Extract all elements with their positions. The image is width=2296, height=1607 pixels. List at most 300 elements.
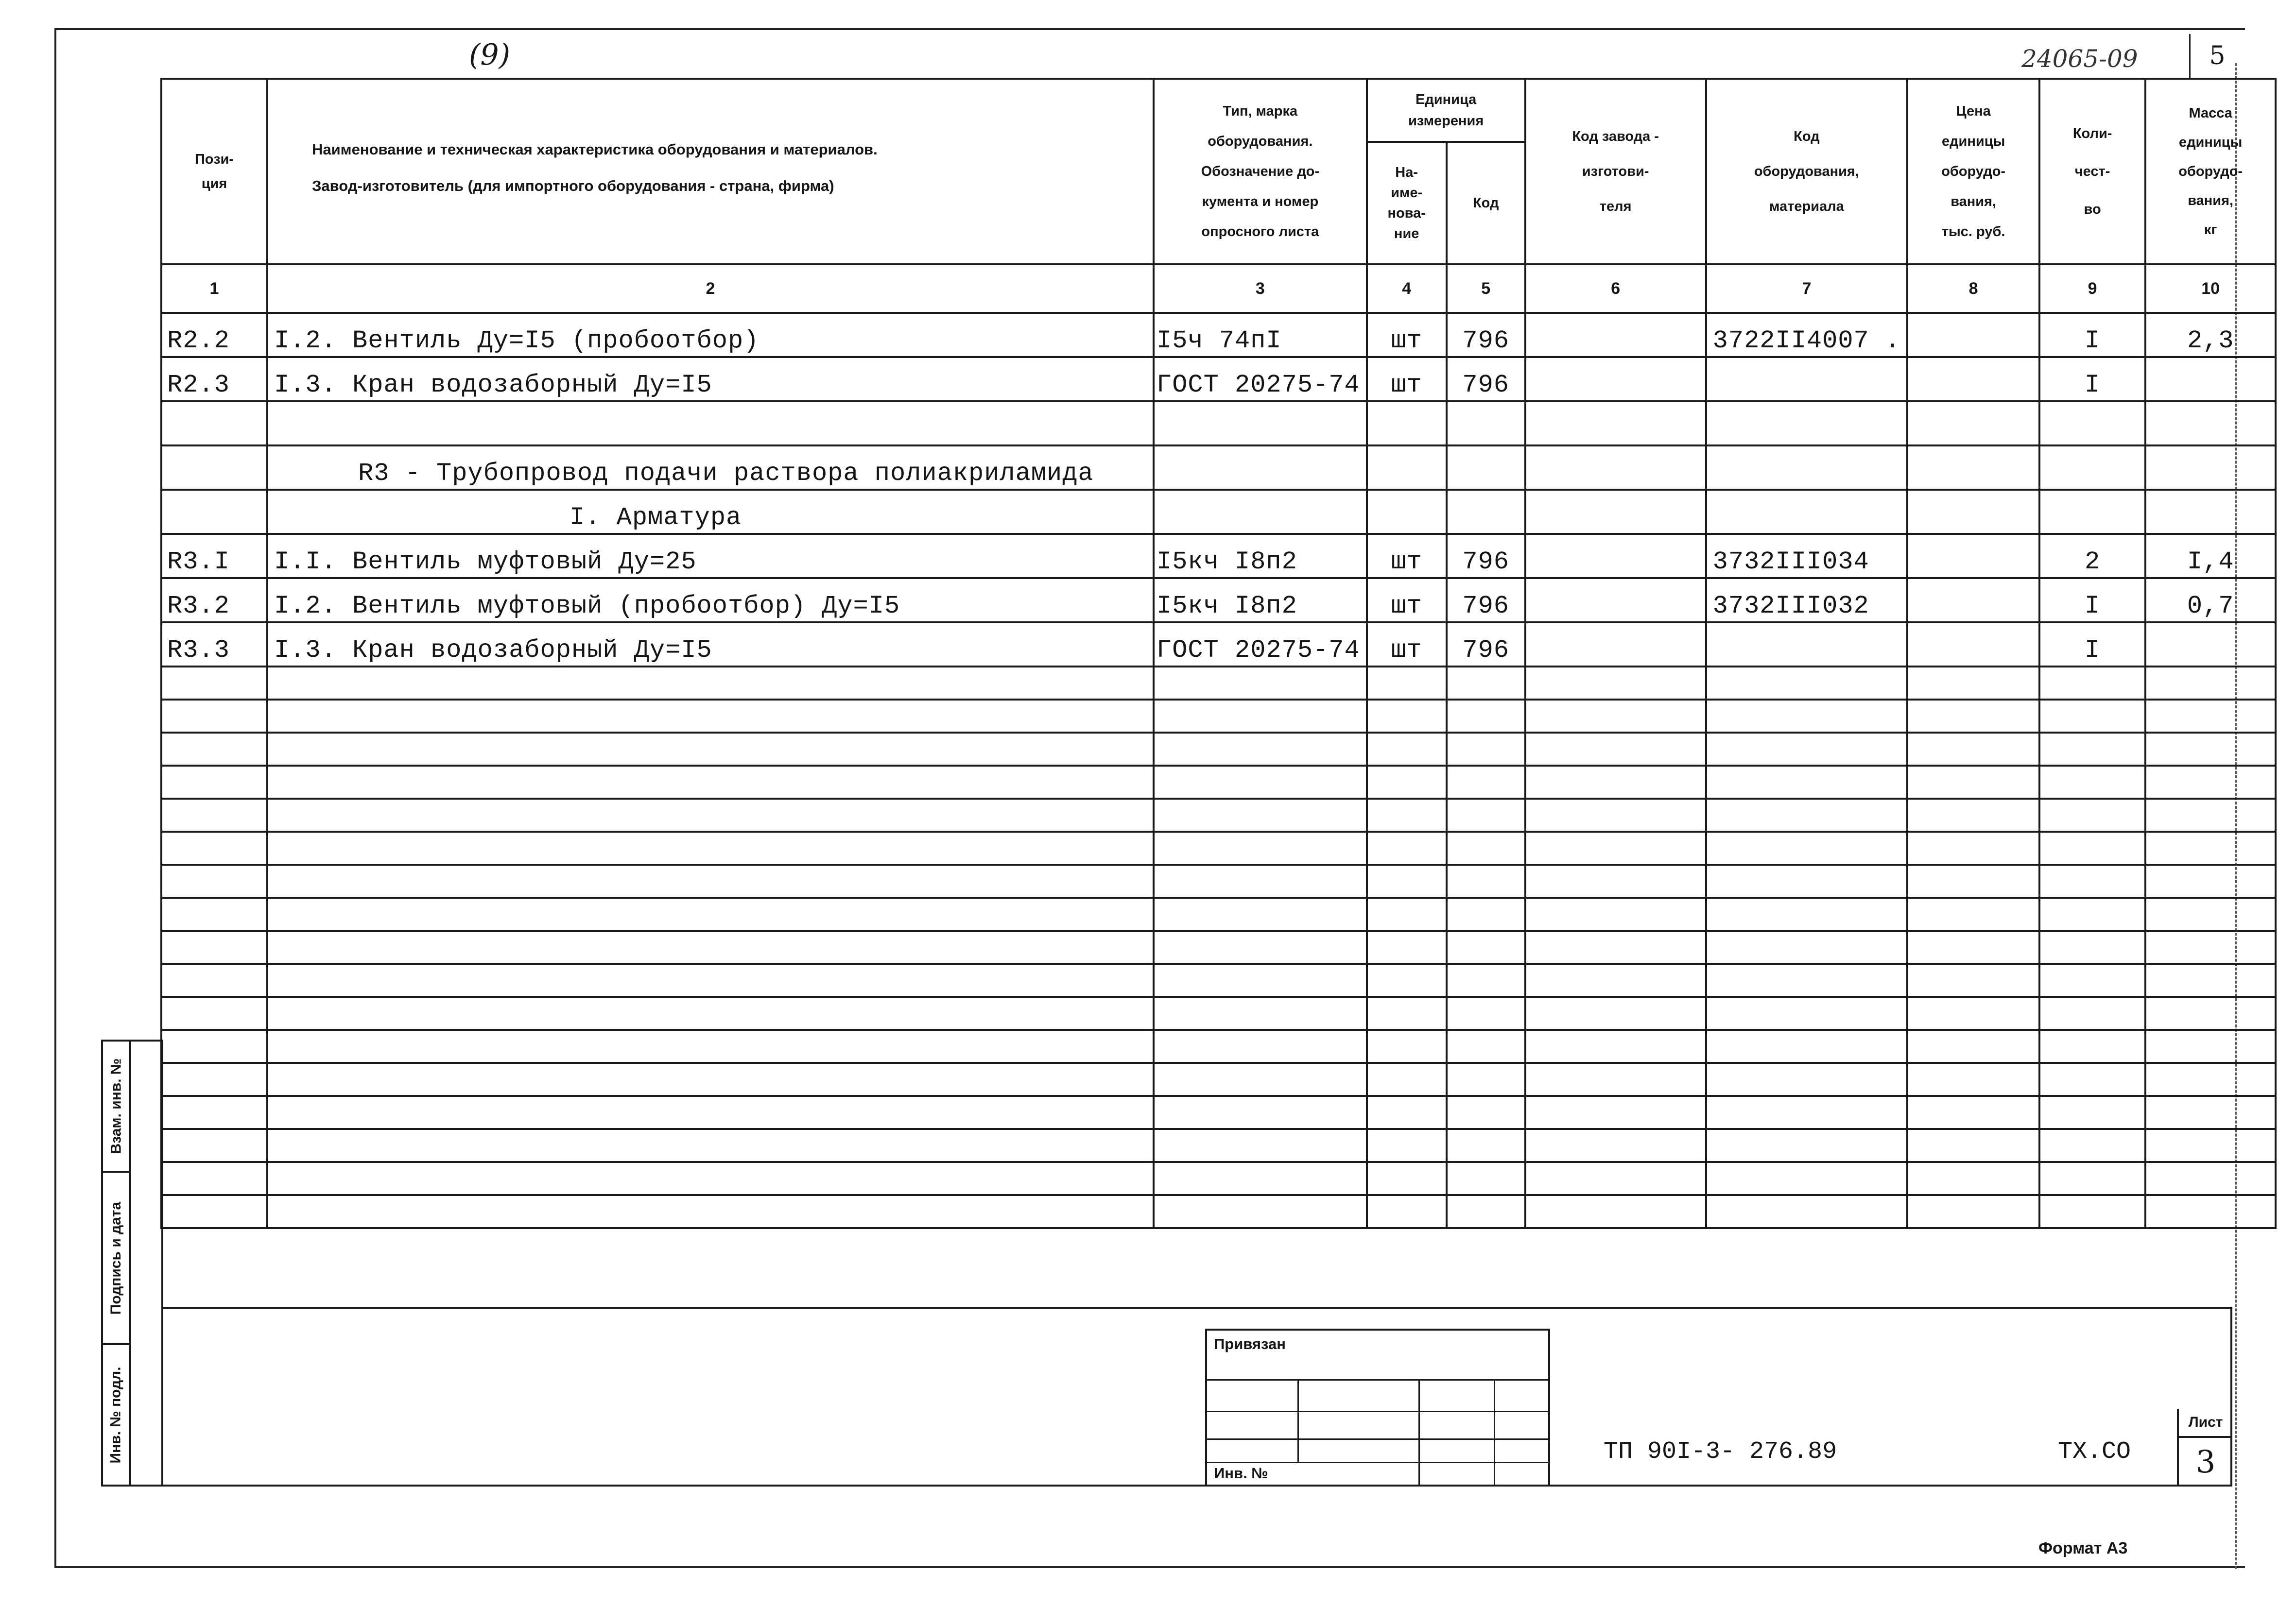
empty-cell xyxy=(1525,1063,1706,1096)
table-row xyxy=(161,534,2276,578)
col-number: 3 xyxy=(1154,264,1367,313)
empty-row xyxy=(161,931,2276,964)
empty-cell xyxy=(1447,865,1525,898)
cell-quantity: I xyxy=(2039,578,2145,622)
cell-name: I.I. Вентиль муфтовый Ду=25 xyxy=(267,534,1154,578)
empty-cell xyxy=(1907,931,2039,964)
empty-cell xyxy=(1154,1030,1367,1063)
cell-price xyxy=(1907,578,2039,622)
cell-position xyxy=(161,445,267,490)
empty-cell xyxy=(1907,733,2039,766)
empty-cell xyxy=(2145,700,2276,733)
col-header-unit-name: На- име- нова- ние xyxy=(1367,142,1447,264)
cell-type: I5ч 74пI xyxy=(1154,313,1367,357)
empty-cell xyxy=(1907,964,2039,997)
empty-cell xyxy=(1706,700,1907,733)
page-marker: (9) xyxy=(469,38,510,72)
strip-inv-no-orig: Инв. № подл. xyxy=(103,1345,131,1485)
empty-cell xyxy=(2145,1129,2276,1162)
empty-row xyxy=(161,799,2276,832)
empty-cell xyxy=(1706,997,1907,1030)
empty-cell xyxy=(1525,766,1706,799)
cell-name: I.3. Кран водозаборный Ду=I5 xyxy=(267,622,1154,667)
cell-unit-code: 796 xyxy=(1447,578,1525,622)
col-header-unit-price: Цена единицы оборудо- вания, тыс. руб. xyxy=(1907,79,2039,264)
empty-cell xyxy=(1525,865,1706,898)
empty-cell xyxy=(161,1096,267,1129)
title-block xyxy=(163,1307,2232,1487)
empty-cell xyxy=(1706,931,1907,964)
empty-cell xyxy=(161,667,267,700)
empty-cell xyxy=(267,997,1154,1030)
empty-cell xyxy=(1907,1129,2039,1162)
cell-unit-code: 796 xyxy=(1447,357,1525,401)
empty-cell xyxy=(1907,1063,2039,1096)
empty-cell xyxy=(1907,799,2039,832)
empty-row xyxy=(161,898,2276,931)
cell-position: R3.2 xyxy=(161,578,267,622)
empty-cell xyxy=(2145,898,2276,931)
cell-mass xyxy=(2145,622,2276,667)
col-number: 6 xyxy=(1525,264,1706,313)
empty-row xyxy=(161,700,2276,733)
cell-mass: 2,3 xyxy=(2145,313,2276,357)
cell-quantity: 2 xyxy=(2039,534,2145,578)
empty-cell xyxy=(2145,1030,2276,1063)
cell-name: I.3. Кран водозаборный Ду=I5 xyxy=(267,357,1154,401)
empty-cell xyxy=(1525,964,1706,997)
cell-type: ГОСТ 20275-74 xyxy=(1154,357,1367,401)
empty-cell xyxy=(2039,799,2145,832)
empty-cell xyxy=(1706,1030,1907,1063)
empty-cell xyxy=(161,898,267,931)
empty-cell xyxy=(1447,964,1525,997)
col-number: 9 xyxy=(2039,264,2145,313)
empty-cell xyxy=(2145,1063,2276,1096)
empty-cell xyxy=(2039,1030,2145,1063)
specification-table xyxy=(160,78,2277,1229)
empty-cell xyxy=(161,766,267,799)
empty-cell xyxy=(1367,766,1447,799)
empty-cell xyxy=(2039,1162,2145,1195)
empty-cell xyxy=(267,865,1154,898)
empty-cell xyxy=(1367,733,1447,766)
empty-cell xyxy=(267,1063,1154,1096)
cell-type xyxy=(1154,401,1367,445)
empty-cell xyxy=(1154,997,1367,1030)
empty-cell xyxy=(1367,931,1447,964)
empty-cell xyxy=(267,1030,1154,1063)
empty-cell xyxy=(1525,799,1706,832)
empty-cell xyxy=(2145,865,2276,898)
cell-unit xyxy=(1367,445,1447,490)
cell-equipment-code xyxy=(1706,490,1907,534)
cell-factory-code xyxy=(1525,357,1706,401)
empty-cell xyxy=(1154,898,1367,931)
doc-code: ТХ.СО xyxy=(2058,1438,2131,1466)
cell-equipment-code: 3722II4007 . xyxy=(1706,313,1907,357)
empty-cell xyxy=(1367,865,1447,898)
empty-cell xyxy=(1525,1096,1706,1129)
empty-cell xyxy=(1154,733,1367,766)
cell-quantity: I xyxy=(2039,313,2145,357)
empty-cell xyxy=(1447,766,1525,799)
empty-cell xyxy=(161,964,267,997)
col-number: 4 xyxy=(1367,264,1447,313)
empty-cell xyxy=(161,700,267,733)
empty-cell xyxy=(1907,766,2039,799)
empty-cell xyxy=(1525,931,1706,964)
empty-cell xyxy=(1525,733,1706,766)
empty-cell xyxy=(1447,1129,1525,1162)
sheet-label: Лист xyxy=(2179,1409,2232,1438)
empty-cell xyxy=(1706,1162,1907,1195)
cell-mass xyxy=(2145,401,2276,445)
empty-cell xyxy=(1367,832,1447,865)
project-code: ТП 90I-3- 276.89 xyxy=(1604,1438,1837,1466)
cell-factory-code xyxy=(1525,534,1706,578)
empty-cell xyxy=(1447,1063,1525,1096)
empty-cell xyxy=(161,1063,267,1096)
empty-cell xyxy=(267,733,1154,766)
empty-cell xyxy=(2039,1195,2145,1228)
empty-cell xyxy=(1447,832,1525,865)
empty-cell xyxy=(1907,1096,2039,1129)
empty-cell xyxy=(1706,898,1907,931)
cell-type: I5кч I8п2 xyxy=(1154,534,1367,578)
sheet-corner-number: 5 xyxy=(2189,34,2244,79)
empty-cell xyxy=(2145,799,2276,832)
col-header-name-line1: Наименование и техническая характеристика оборудования и материалов. xyxy=(312,141,878,158)
empty-cell xyxy=(2145,733,2276,766)
cell-factory-code xyxy=(1525,578,1706,622)
table-row xyxy=(161,490,2276,534)
empty-cell xyxy=(1447,1096,1525,1129)
empty-cell xyxy=(1907,997,2039,1030)
col-header-factory-code: Код завода - изготови- теля xyxy=(1525,79,1706,264)
cell-equipment-code: 3732III032 xyxy=(1706,578,1907,622)
empty-cell xyxy=(1154,799,1367,832)
cell-unit-code xyxy=(1447,401,1525,445)
empty-cell xyxy=(1907,898,2039,931)
empty-cell xyxy=(267,931,1154,964)
empty-cell xyxy=(267,898,1154,931)
empty-cell xyxy=(2145,832,2276,865)
empty-cell xyxy=(1706,766,1907,799)
empty-cell xyxy=(1706,1096,1907,1129)
empty-cell xyxy=(1367,1129,1447,1162)
empty-cell xyxy=(2145,667,2276,700)
empty-cell xyxy=(1525,1162,1706,1195)
empty-cell xyxy=(1706,1063,1907,1096)
empty-cell xyxy=(2039,667,2145,700)
empty-cell xyxy=(1367,799,1447,832)
cell-price xyxy=(1907,490,2039,534)
empty-cell xyxy=(1706,865,1907,898)
empty-cell xyxy=(161,1030,267,1063)
empty-cell xyxy=(267,1162,1154,1195)
cell-factory-code xyxy=(1525,445,1706,490)
empty-cell xyxy=(2039,766,2145,799)
table-row xyxy=(161,313,2276,357)
empty-cell xyxy=(1907,832,2039,865)
col-header-equipment-code: Код оборудования, материала xyxy=(1706,79,1907,264)
cell-mass: 0,7 xyxy=(2145,578,2276,622)
cell-unit: шт xyxy=(1367,622,1447,667)
cell-name: I.2. Вентиль муфтовый (пробоотбор) Ду=I5 xyxy=(267,578,1154,622)
cell-name: I.2. Вентиль Ду=I5 (пробоотбор) xyxy=(267,313,1154,357)
col-number: 5 xyxy=(1447,264,1525,313)
table-row xyxy=(161,578,2276,622)
cell-type: I5кч I8п2 xyxy=(1154,578,1367,622)
empty-cell xyxy=(2145,964,2276,997)
empty-row xyxy=(161,733,2276,766)
empty-row xyxy=(161,1129,2276,1162)
empty-row xyxy=(161,1195,2276,1228)
empty-cell xyxy=(2039,1063,2145,1096)
col-header-name-line2: Завод-изготовитель (для импортного оборудования - страна, фирма) xyxy=(312,177,834,194)
empty-cell xyxy=(161,1129,267,1162)
col-header-type: Тип, марка оборудования. Обозначение до- кумента и номер опросного листа xyxy=(1154,79,1367,264)
empty-cell xyxy=(1525,1030,1706,1063)
empty-cell xyxy=(161,799,267,832)
empty-cell xyxy=(267,964,1154,997)
cell-mass: I,4 xyxy=(2145,534,2276,578)
empty-cell xyxy=(2145,1195,2276,1228)
empty-cell xyxy=(161,1162,267,1195)
cell-position: R3.3 xyxy=(161,622,267,667)
cell-unit: шт xyxy=(1367,578,1447,622)
cell-equipment-code xyxy=(1706,445,1907,490)
empty-cell xyxy=(2039,832,2145,865)
approval-side-strip xyxy=(101,1040,163,1487)
empty-cell xyxy=(1367,700,1447,733)
cell-unit-code: 796 xyxy=(1447,313,1525,357)
empty-cell xyxy=(1367,997,1447,1030)
empty-cell xyxy=(1525,700,1706,733)
empty-cell xyxy=(267,1096,1154,1129)
empty-cell xyxy=(1154,1129,1367,1162)
empty-cell xyxy=(2039,1096,2145,1129)
cell-unit: шт xyxy=(1367,534,1447,578)
empty-cell xyxy=(1154,964,1367,997)
empty-cell xyxy=(1367,1195,1447,1228)
cell-price xyxy=(1907,401,2039,445)
cell-unit xyxy=(1367,401,1447,445)
col-number: 10 xyxy=(2145,264,2276,313)
empty-cell xyxy=(1154,832,1367,865)
cell-name: R3 - Трубопровод подачи раствора полиакриламида xyxy=(267,445,1154,490)
empty-cell xyxy=(161,1195,267,1228)
empty-cell xyxy=(1706,733,1907,766)
empty-cell xyxy=(1447,997,1525,1030)
empty-cell xyxy=(2145,931,2276,964)
empty-cell xyxy=(1907,865,2039,898)
empty-cell xyxy=(2039,700,2145,733)
empty-cell xyxy=(267,700,1154,733)
empty-cell xyxy=(161,997,267,1030)
cell-position xyxy=(161,490,267,534)
empty-cell xyxy=(2145,1162,2276,1195)
cell-equipment-code xyxy=(1706,357,1907,401)
cell-price xyxy=(1907,534,2039,578)
empty-cell xyxy=(1907,1030,2039,1063)
empty-cell xyxy=(2039,997,2145,1030)
empty-cell xyxy=(1447,667,1525,700)
cell-position: R2.2 xyxy=(161,313,267,357)
cell-factory-code xyxy=(1525,622,1706,667)
cell-type: ГОСТ 20275-74 xyxy=(1154,622,1367,667)
cell-equipment-code xyxy=(1706,401,1907,445)
empty-cell xyxy=(1525,667,1706,700)
table-row xyxy=(161,445,2276,490)
doc-number-handwritten: 24065-09 xyxy=(2021,45,2138,73)
cell-factory-code xyxy=(1525,313,1706,357)
bound-label: Привязан xyxy=(1214,1335,1286,1352)
cell-factory-code xyxy=(1525,490,1706,534)
empty-row xyxy=(161,997,2276,1030)
empty-cell xyxy=(1447,1030,1525,1063)
cell-unit-code: 796 xyxy=(1447,622,1525,667)
empty-cell xyxy=(1447,1195,1525,1228)
empty-cell xyxy=(1447,1162,1525,1195)
empty-cell xyxy=(267,766,1154,799)
empty-cell xyxy=(2039,898,2145,931)
empty-cell xyxy=(1154,700,1367,733)
empty-cell xyxy=(2145,997,2276,1030)
empty-cell xyxy=(1367,964,1447,997)
cell-mass xyxy=(2145,357,2276,401)
empty-cell xyxy=(1367,1063,1447,1096)
strip-inv-no-sub: Взам. инв. № xyxy=(103,1042,131,1173)
empty-cell xyxy=(1525,832,1706,865)
empty-row xyxy=(161,865,2276,898)
empty-cell xyxy=(1154,1162,1367,1195)
empty-cell xyxy=(161,733,267,766)
empty-cell xyxy=(1907,1162,2039,1195)
empty-cell xyxy=(267,1195,1154,1228)
empty-cell xyxy=(2145,1096,2276,1129)
empty-cell xyxy=(267,667,1154,700)
format-label: Формат А3 xyxy=(2038,1539,2128,1557)
col-header-name xyxy=(267,79,1154,264)
cell-name: I. Арматура xyxy=(267,490,1154,534)
col-number: 8 xyxy=(1907,264,2039,313)
empty-cell xyxy=(1154,667,1367,700)
cell-quantity xyxy=(2039,445,2145,490)
empty-cell xyxy=(2145,766,2276,799)
col-header-position: Пози- ция xyxy=(161,79,267,264)
empty-cell xyxy=(1525,997,1706,1030)
empty-cell xyxy=(267,1129,1154,1162)
inv-label: Инв. № xyxy=(1214,1465,1268,1482)
empty-cell xyxy=(1907,1195,2039,1228)
empty-row xyxy=(161,667,2276,700)
cell-equipment-code xyxy=(1706,622,1907,667)
empty-cell xyxy=(267,799,1154,832)
empty-cell xyxy=(1706,964,1907,997)
empty-cell xyxy=(267,832,1154,865)
table-row xyxy=(161,401,2276,445)
cell-quantity xyxy=(2039,401,2145,445)
empty-cell xyxy=(2039,733,2145,766)
empty-row xyxy=(161,1162,2276,1195)
cell-price xyxy=(1907,357,2039,401)
col-header-unit-mass: Масса единицы оборудо- вания, кг xyxy=(2145,79,2276,264)
cell-price xyxy=(1907,445,2039,490)
empty-cell xyxy=(1154,1096,1367,1129)
empty-cell xyxy=(1447,700,1525,733)
empty-row xyxy=(161,1063,2276,1096)
empty-cell xyxy=(161,931,267,964)
empty-cell xyxy=(1447,898,1525,931)
cell-position: R3.I xyxy=(161,534,267,578)
col-number: 7 xyxy=(1706,264,1907,313)
col-header-quantity: Коли- чест- во xyxy=(2039,79,2145,264)
col-number: 1 xyxy=(161,264,267,313)
cell-quantity xyxy=(2039,490,2145,534)
cell-name xyxy=(267,401,1154,445)
empty-cell xyxy=(1525,1195,1706,1228)
cell-mass xyxy=(2145,490,2276,534)
empty-cell xyxy=(1367,667,1447,700)
empty-cell xyxy=(1447,931,1525,964)
cell-unit: шт xyxy=(1367,313,1447,357)
cell-unit: шт xyxy=(1367,357,1447,401)
empty-cell xyxy=(2039,964,2145,997)
empty-cell xyxy=(1706,667,1907,700)
empty-cell xyxy=(1367,1096,1447,1129)
table-row xyxy=(161,622,2276,667)
cell-unit xyxy=(1367,490,1447,534)
empty-cell xyxy=(1154,1063,1367,1096)
empty-row xyxy=(161,766,2276,799)
empty-cell xyxy=(1706,799,1907,832)
empty-cell xyxy=(1447,733,1525,766)
empty-cell xyxy=(1154,1195,1367,1228)
col-header-unit-group: Единица измерения xyxy=(1367,79,1525,142)
empty-row xyxy=(161,1096,2276,1129)
cell-unit-code xyxy=(1447,445,1525,490)
empty-row xyxy=(161,832,2276,865)
empty-cell xyxy=(161,832,267,865)
strip-sign-date: Подпись и дата xyxy=(103,1173,131,1345)
cell-equipment-code: 3732III034 xyxy=(1706,534,1907,578)
empty-cell xyxy=(1525,1129,1706,1162)
empty-cell xyxy=(1907,700,2039,733)
cell-quantity: I xyxy=(2039,357,2145,401)
cell-unit-code xyxy=(1447,490,1525,534)
cell-unit-code: 796 xyxy=(1447,534,1525,578)
binding-stamp xyxy=(1205,1329,1550,1487)
empty-cell xyxy=(1706,832,1907,865)
empty-cell xyxy=(1706,1195,1907,1228)
sheet-number: 3 xyxy=(2195,1444,2216,1480)
cell-quantity: I xyxy=(2039,622,2145,667)
empty-cell xyxy=(1525,898,1706,931)
empty-cell xyxy=(1367,1030,1447,1063)
empty-row xyxy=(161,964,2276,997)
cell-price xyxy=(1907,622,2039,667)
empty-cell xyxy=(1706,1129,1907,1162)
cell-type xyxy=(1154,445,1367,490)
empty-row xyxy=(161,1030,2276,1063)
sheet-number-box xyxy=(2177,1409,2232,1487)
empty-cell xyxy=(1154,931,1367,964)
empty-cell xyxy=(1154,766,1367,799)
cell-position xyxy=(161,401,267,445)
empty-cell xyxy=(1154,865,1367,898)
